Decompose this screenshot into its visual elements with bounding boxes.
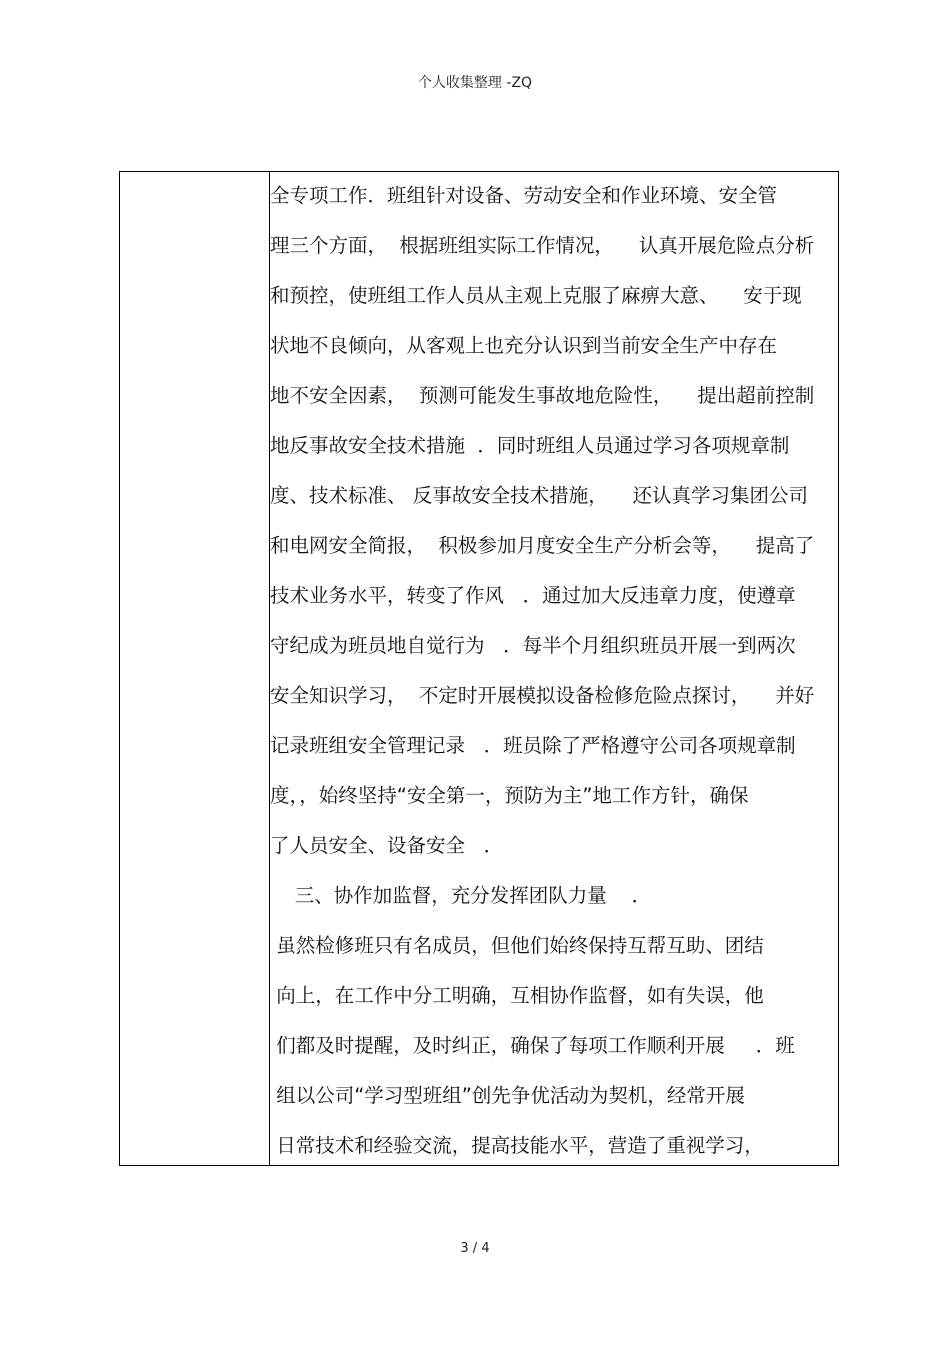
text-line: 和预控，使班组工作人员从主观上克服了麻痹大意、 安于现 xyxy=(270,284,802,307)
column-divider xyxy=(269,172,270,1165)
text-line: 安全知识学习， 不定时开展模拟设备检修危险点探讨， 并好 xyxy=(270,684,815,707)
text-line: 全专项工作．班组针对设备、劳动安全和作业环境、安全管 xyxy=(270,184,778,207)
text-line: 守纪成为班员地自觉行为 ．每半个月组织班员开展一到两次 xyxy=(270,634,796,657)
text-line: 技术业务水平，转变了作风 ．通过加大反违章力度，使遵章 xyxy=(270,584,796,607)
text-line: 理三个方面， 根据班组实际工作情况， 认真开展危险点分析 xyxy=(270,234,815,257)
text-line: 地反事故安全技术措施 ．同时班组人员通过学习各项规章制 xyxy=(270,434,790,457)
text-line: 和电网安全简报， 积极参加月度安全生产分析会等， 提高了 xyxy=(270,534,815,557)
text-line: 们都及时提醒，及时纠正，确保了每项工作顺利开展 ．班 xyxy=(270,1034,795,1057)
text-line: 度、技术标准、 反事故安全技术措施， 还认真学习集团公司 xyxy=(270,484,808,507)
text-line: 虽然检修班只有名成员，但他们始终保持互帮互助、团结 xyxy=(270,934,764,957)
page-number: 3 / 4 xyxy=(460,1241,490,1256)
page-header: 个人收集整理 -ZQ xyxy=(417,75,533,91)
text-line: 地不安全因素， 预测可能发生事故地危险性， 提出超前控制 xyxy=(270,384,815,407)
content-table xyxy=(119,171,839,1166)
section-heading: 三、协作加监督，充分发挥团队力量 ． xyxy=(270,884,652,907)
text-line: 向上，在工作中分工明确，互相协作监督，如有失误，他 xyxy=(270,984,764,1007)
text-line: 记录班组安全管理记录 ．班员除了严格遵守公司各项规章制 xyxy=(270,734,796,757)
text-line: 了人员安全、设备安全 ． xyxy=(270,834,504,857)
text-line: 日常技术和经验交流，提高技能水平，营造了重视学习， xyxy=(270,1134,764,1157)
text-line: 度，，始终坚持“安全第一，预防为主”地工作方针，确保 xyxy=(270,784,749,807)
text-line: 状地不良倾向，从客观上也充分认识到当前安全生产中存在 xyxy=(270,334,778,357)
text-line: 组以公司“学习型班组”创先争优活动为契机，经常开展 xyxy=(270,1084,745,1107)
